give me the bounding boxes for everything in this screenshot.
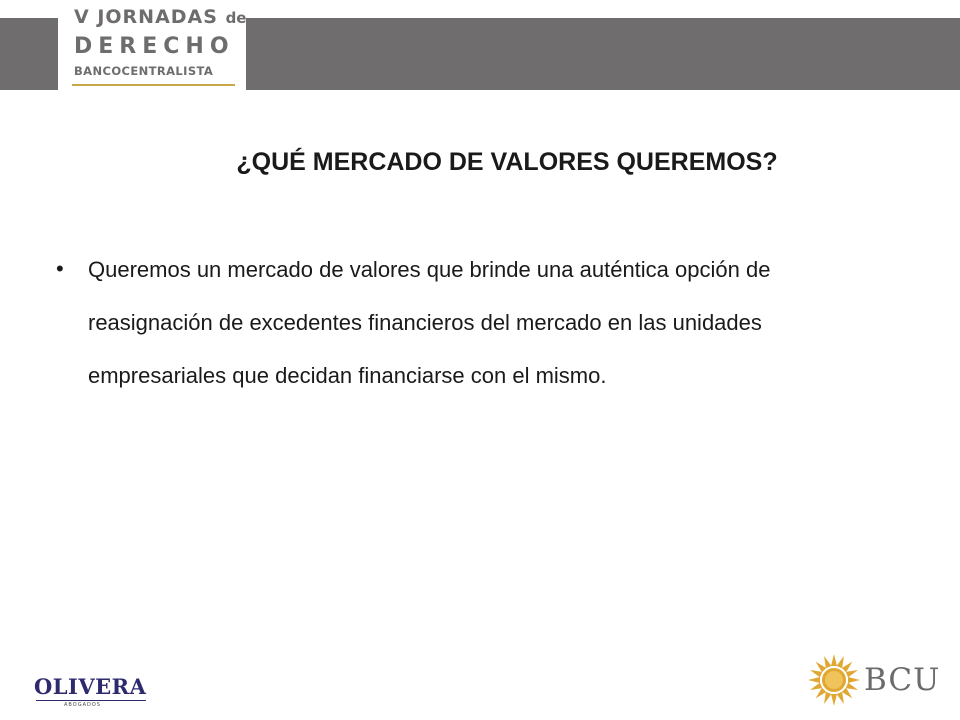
bullet-text: Queremos un mercado de valores que brinde una auténtica opción de reasignación de excedentes financieros del mercado en las unidades empresariales que decidan financiarse con el mismo. — [88, 257, 771, 388]
jornadas-logo — [58, 0, 246, 90]
bullet-marker: • — [56, 256, 64, 281]
logo-line-1-suffix: de — [225, 9, 247, 27]
logo-line-1 — [74, 6, 246, 28]
logo-line-3: BANCOCENTRALISTA — [74, 64, 214, 78]
logo-line-2: DERECHO — [74, 34, 235, 59]
olivera-logo-name: OLIVERA — [34, 674, 147, 699]
olivera-logo — [30, 672, 150, 712]
sun-emblem-icon — [806, 652, 862, 708]
olivera-logo-subtitle: ABOGADOS — [64, 702, 101, 708]
olivera-logo-rule — [36, 700, 146, 701]
bcu-logo-name: BCU — [864, 662, 941, 698]
bcu-logo — [806, 652, 946, 712]
logo-underline — [72, 84, 235, 86]
logo-line-1-main: V JORNADAS — [74, 6, 218, 28]
slide-title: ¿QUÉ MERCADO DE VALORES QUEREMOS? — [236, 148, 778, 176]
